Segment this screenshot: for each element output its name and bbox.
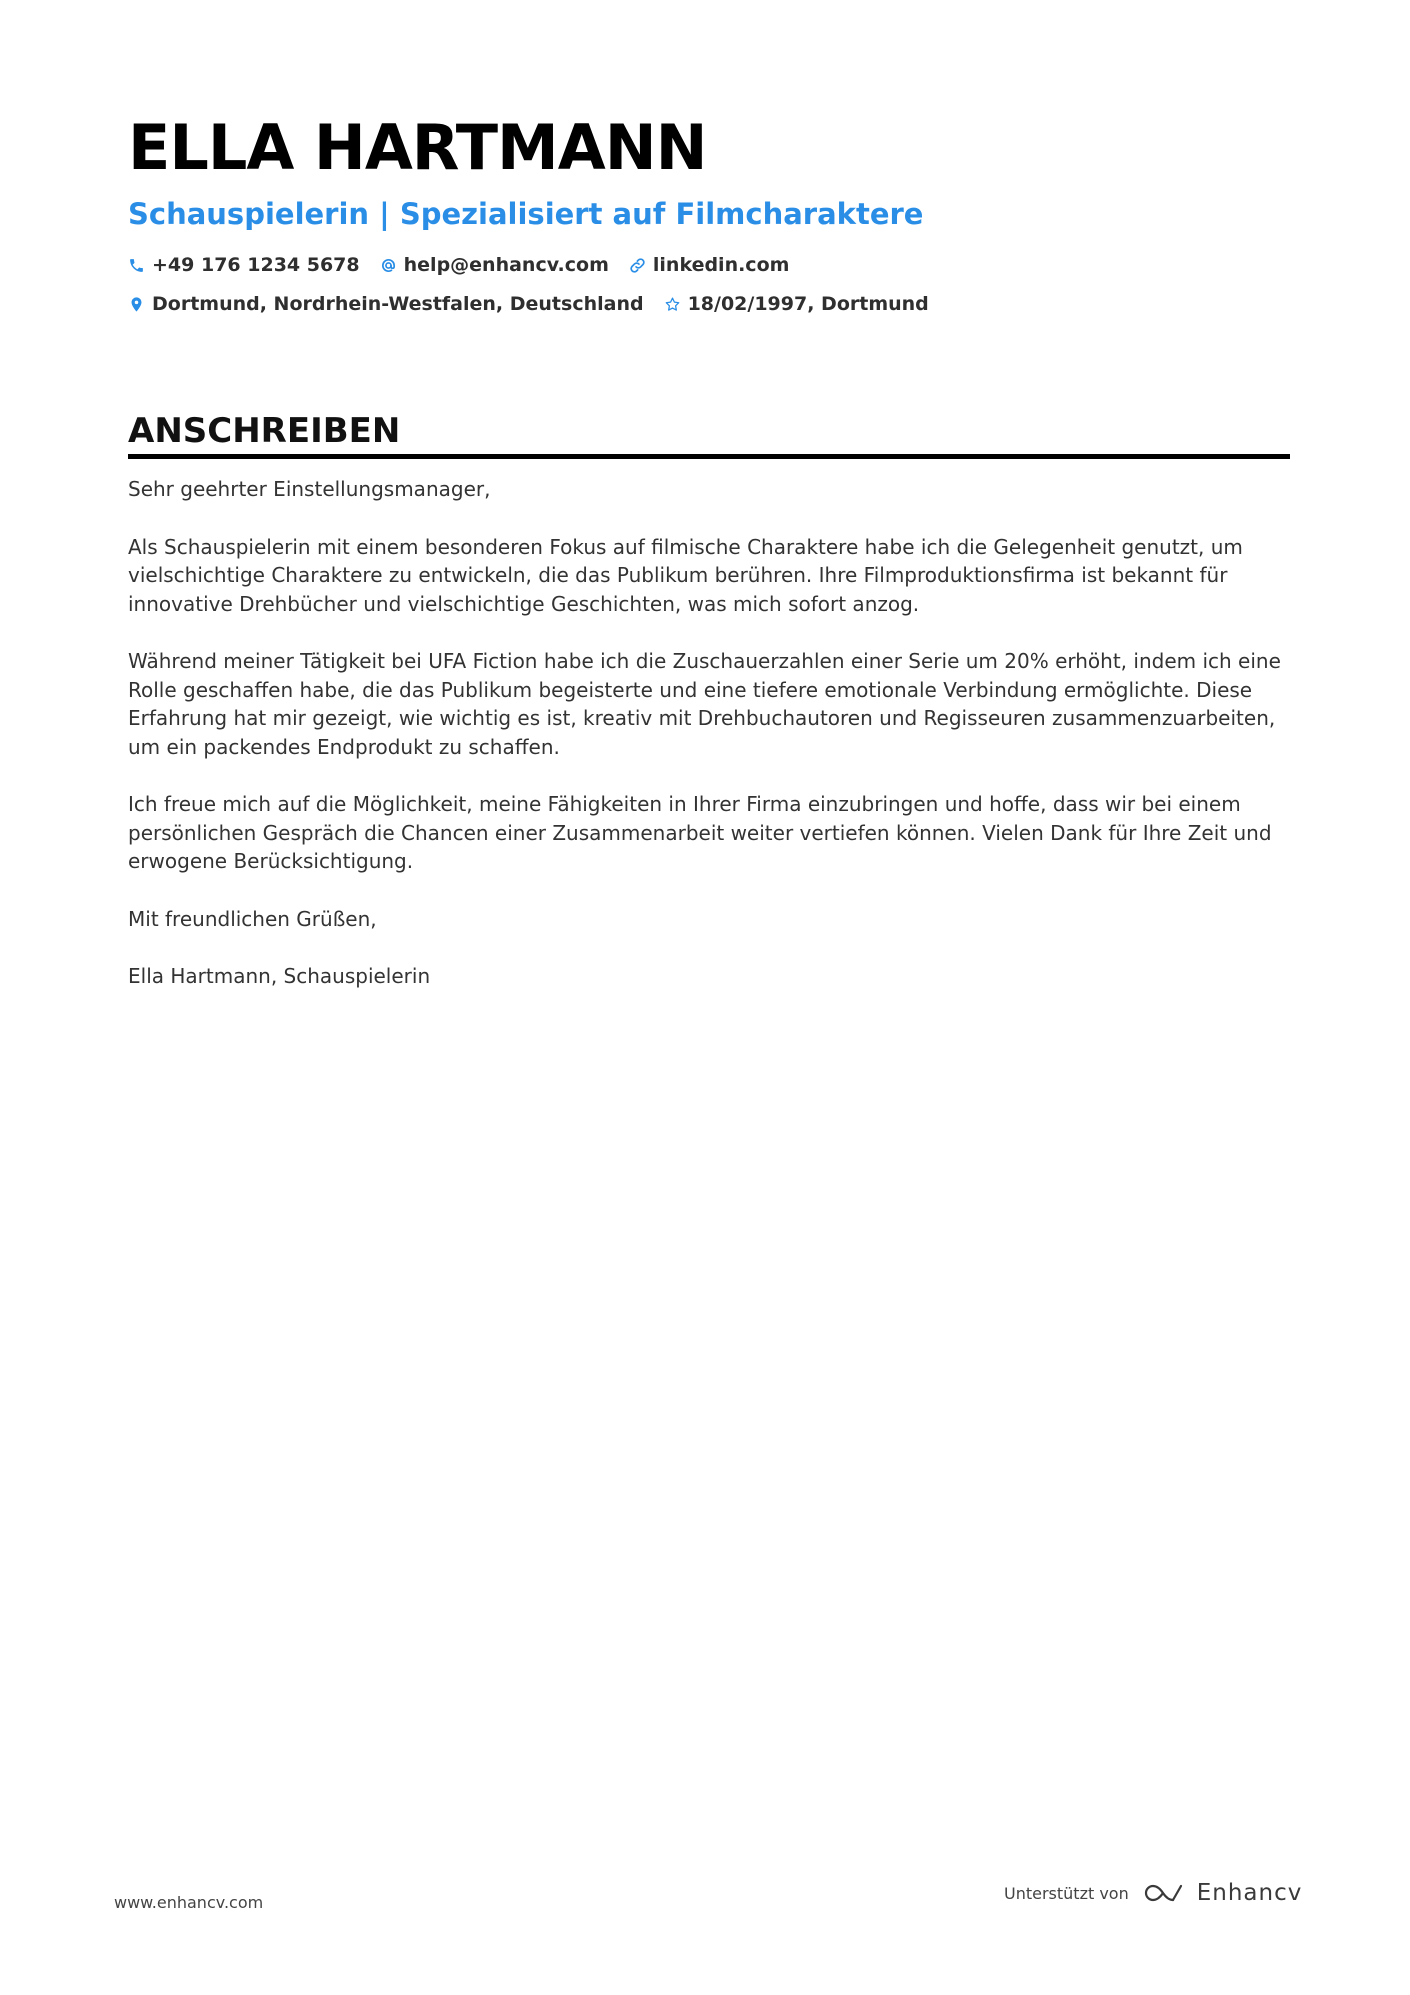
- footer-branding: [1004, 1880, 1302, 1906]
- letter-paragraph: Ich freue mich auf die Möglichkeit, meine Fähigkeiten in Ihrer Firma einzubringen und hoffe, dass wir bei einem persönlichen Gespräch die Chancen einer Zusammenarbeit weiter vertiefen können. Vielen Dank für Ihre Zeit und erwogene Berücksichtigung.: [128, 792, 1272, 873]
- cover-letter-page: [128, 110, 1290, 1020]
- enhancv-logo-icon: [1141, 1880, 1187, 1906]
- website-text: linkedin.com: [652, 254, 790, 276]
- contact-birth: [664, 291, 929, 318]
- contact-website[interactable]: [629, 252, 790, 279]
- at-icon: [380, 257, 397, 274]
- birth-text: 18/02/1997, Dortmund: [687, 293, 929, 315]
- letter-paragraph: Während meiner Tätigkeit bei UFA Fiction habe ich die Zuschauerzahlen einer Serie um 20% erhöht, indem ich eine Rolle geschaffen habe, die das Publikum begeisterte und eine tiefere emotionale Verbindung ermöglichte. Diese Erfahrung hat mir gezeigt, wie wichtig es ist, kreativ mit Drehbuchautoren und Regisseuren zusammenzuarbeiten, um ein packendes Endprodukt zu schaffen.: [128, 649, 1281, 759]
- footer-website[interactable]: www.enhancv.com: [114, 1893, 264, 1912]
- phone-text: +49 176 1234 5678: [152, 254, 360, 276]
- contact-phone[interactable]: [128, 252, 360, 279]
- link-icon: [629, 257, 646, 274]
- section-title: ANSCHREIBEN: [128, 410, 1290, 459]
- letter-closing: Mit freundlichen Grüßen,: [128, 906, 377, 931]
- phone-icon: [128, 257, 145, 274]
- letter-body: [128, 475, 1290, 991]
- letter-signature: Ella Hartmann, Schauspielerin: [128, 964, 431, 988]
- brand-name: Enhancv: [1196, 1880, 1303, 1906]
- star-icon: [664, 296, 681, 313]
- location-text: Dortmund, Nordrhein-Westfalen, Deutschland: [152, 293, 644, 315]
- letter-paragraph: Als Schauspielerin mit einem besonderen Fokus auf filmische Charaktere habe ich die Gelegenheit genutzt, um vielschichtige Charaktere zu entwickeln, die das Publikum berühren. Ihre Filmproduktionsfirma ist bekannt für innovative Drehbücher und vielschichtige Geschichten, was mich sofort anzog.: [128, 534, 1243, 616]
- brand-logo[interactable]: [1141, 1880, 1303, 1906]
- contact-email[interactable]: [380, 252, 609, 279]
- contact-info: [128, 252, 1308, 318]
- applicant-headline: Schauspielerin | Spezialisiert auf Filmcharaktere: [128, 197, 924, 231]
- letter-greeting: Sehr geehrter Einstellungsmanager,: [128, 477, 491, 501]
- email-text: help@enhancv.com: [403, 254, 609, 276]
- applicant-name: ELLA HARTMANN: [128, 111, 707, 184]
- contact-location: [128, 291, 644, 318]
- map-pin-icon: [128, 296, 145, 313]
- powered-by-label: Unterstützt von: [1004, 1883, 1129, 1903]
